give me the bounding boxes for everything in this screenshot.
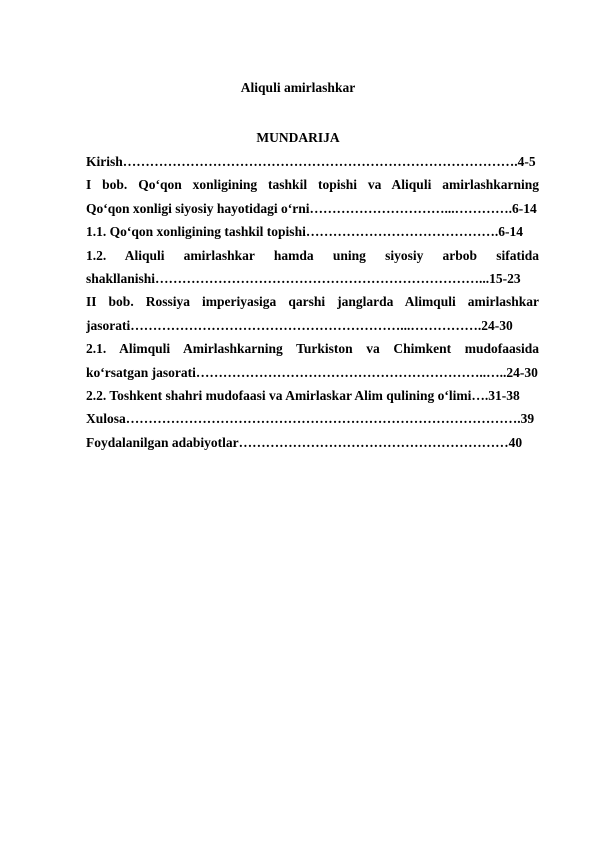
toc-entry-section-1-2-line-2: shakllanishi………………………………………………………………...15-23 <box>86 270 521 286</box>
toc-entry-section-2-2: 2.2. Toshkent shahri mudofaasi va Amirlaskar Alim qulining o‘limi….31-38 <box>86 387 520 403</box>
toc-entry-chapter-1-line-2: Qo‘qon xonligi siyosiy hayotidagi o‘rni…………………………...………….6-14 <box>86 200 537 216</box>
toc-entry-chapter-2-line-2: jasorati……………………………………………………...…………….24-30 <box>86 317 513 333</box>
toc-entry-section-2-1-line-1: 2.1. Alimquli Amirlashkarning Turkiston va Chimkent mudofaasida <box>86 341 539 357</box>
toc-entry-chapter-2-line-1: II bob. Rossiya imperiyasiga qarshi janglarda Alimquli amirlashkar <box>86 294 539 310</box>
toc-entry-xulosa: Xulosa…………………………………………………………………………….39 <box>86 411 535 427</box>
toc-entry-adabiyotlar: Foydalanilgan adabiyotlar……………………………………………………40 <box>86 434 523 450</box>
document-title: Aliquli amirlashkar <box>240 80 356 95</box>
table-of-contents <box>86 150 539 454</box>
toc-entry-section-1-2-line-1: 1.2. Aliquli amirlashkar hamda uning siyosiy arbob sifatida <box>86 247 539 263</box>
toc-heading: MUNDARIJA <box>256 130 340 145</box>
toc-entry-kirish: Kirish…………………………………………………………………………….4-5 <box>86 154 536 169</box>
toc-entry-section-2-1-line-2: ko‘rsatgan jasorati………………………………………………………..…..24-30 <box>86 364 538 380</box>
toc-entry-chapter-1-line-1: I bob. Qo‘qon xonligining tashkil topishi va Aliquli amirlashkarning <box>86 177 539 193</box>
toc-entry-section-1-1: 1.1. Qo‘qon xonligining tashkil topishi…………………………………….6-14 <box>86 224 523 240</box>
